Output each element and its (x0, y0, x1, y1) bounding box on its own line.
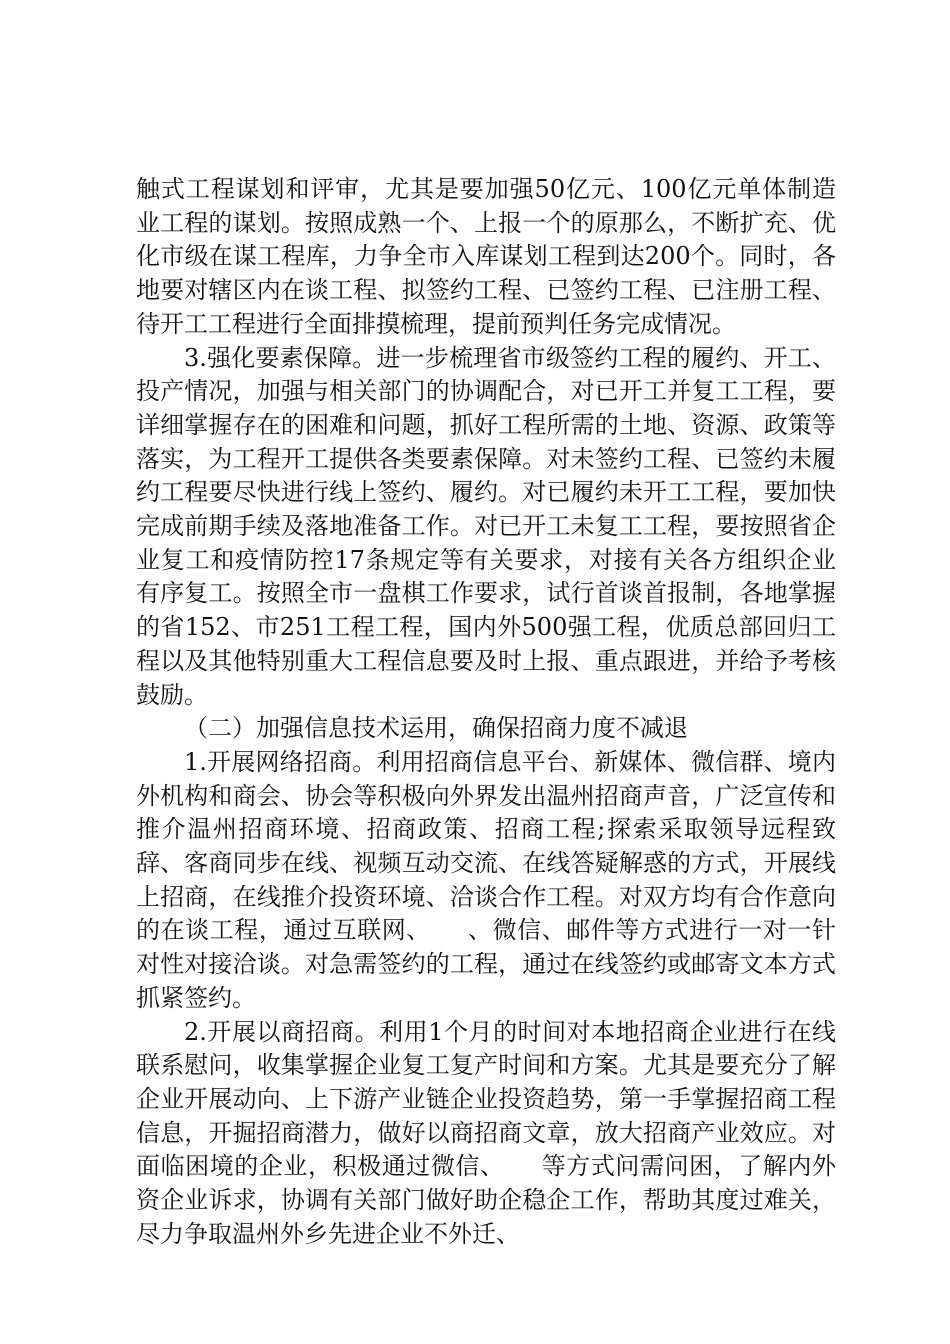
paragraph-business-attraction: 2.开展以商招商。利用1个月的时间对本地招商企业进行在线联系慰问，收集掌握企业复工复产时间和方案。尤其是要充分了解企业开展动向、上下游产业链企业投资趋势，第一手掌握招商工程信息，开掘招商潜力，做好以商招商文章，放大招商产业效应。对面临困境的企业，积极通过微信、 等方式问需问困，了解内外资企业诉求，协调有关部门做好助企稳企工作，帮助其度过难关，尽力争取温州外乡先进企业不外迁、 (136, 1017, 836, 1248)
paragraph-continuation: 触式工程谋划和评审，尤其是要加强50亿元、100亿元单体制造业工程的谋划。按照成熟一个、上报一个的原那么，不断扩充、优化市级在谋工程库，力争全市入库谋划工程到达200个。同时，各地要对辖区内在谈工程、拟签约工程、已签约工程、已注册工程、待开工工程进行全面排摸梳理，提前预判任务完成情况。 (136, 175, 836, 338)
paragraph-online-investment: 1.开展网络招商。利用招商信息平台、新媒体、微信群、境内外机构和商会、协会等积极向外界发出温州招商声音，广泛宣传和推介温州招商环境、招商政策、招商工程;探索采取领导远程致辞、客商同步在线、视频互动交流、在线答疑解惑的方式，开展线上招商，在线推介投资环境、洽谈合作工程。对双方均有合作意向的在谈工程，通过互联网、 、微信、邮件等方式进行一对一针对性对接洽谈。对急需签约的工程，通过在线签约或邮寄文本方式抓紧签约。 (136, 747, 836, 1012)
paragraph-element-guarantee: 3.强化要素保障。进一步梳理省市级签约工程的履约、开工、投产情况，加强与相关部门的协调配合，对已开工并复工工程，要详细掌握存在的困难和问题，抓好工程所需的土地、资源、政策等落实，为工程开工提供各类要素保障。对未签约工程、已签约未履约工程要尽快进行线上签约、履约。对已履约未开工工程，要加快完成前期手续及落地准备工作。对已开工未复工工程，要按照省企业复工和疫情防控17条规定等有关要求，对接有关各方组织企业有序复工。按照全市一盘棋工作要求，试行首谈首报制，各地掌握的省152、市251工程工程，国内外500强工程，优质总部回归工程以及其他特别重大工程信息要及时上报、重点跟进，并给予考核鼓励。 (136, 343, 836, 709)
section-heading-info-tech: （二）加强信息技术运用，确保招商力度不减退 (184, 714, 688, 743)
document-body (136, 173, 836, 1252)
